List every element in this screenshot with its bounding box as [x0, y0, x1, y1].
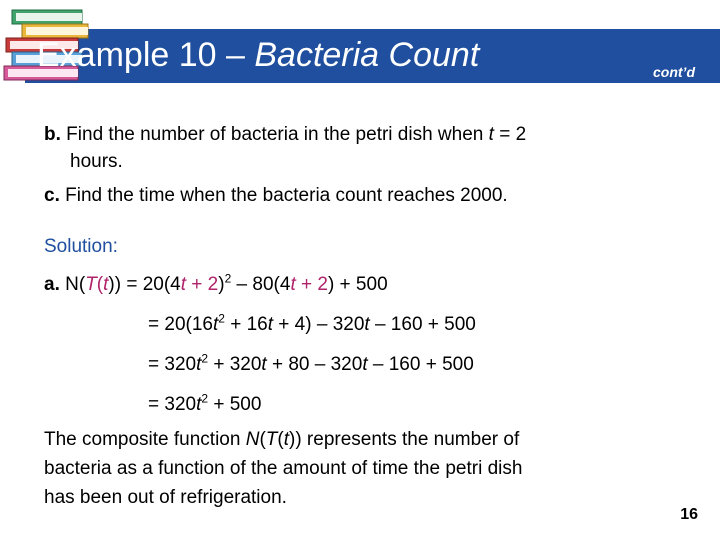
expr-seg: t — [103, 274, 109, 295]
part-c-text: Find the time when the bacteria count reaches 2000. — [59, 185, 508, 206]
expr-seg: )) = 20(4 — [108, 274, 181, 295]
expr-seg: t — [180, 274, 187, 295]
solution-line-4 — [148, 391, 261, 418]
text-seg: )) represents the number of — [289, 429, 520, 450]
exponent: 2 — [201, 351, 209, 366]
solution-heading: Solution: — [44, 236, 118, 257]
expr-seg: ) — [218, 274, 225, 295]
part-b-label: b. — [44, 124, 61, 145]
part-b-text: Find the number of bacteria in the petri dish when — [60, 124, 489, 145]
text-seg: T — [265, 429, 278, 450]
expr-seg: ) + 500 — [327, 274, 388, 295]
expr-seg: – 160 + 500 — [369, 314, 476, 335]
text-seg: t — [283, 429, 289, 450]
expr-seg: + 500 — [208, 394, 262, 415]
part-b — [44, 121, 526, 148]
exponent: 2 — [224, 271, 232, 286]
part-c — [44, 182, 508, 209]
text-seg: ( — [277, 429, 284, 450]
conclusion-line-2: bacteria as a function of the amount of time the petri dish — [44, 458, 523, 479]
conclusion-line-3: has been out of refrigeration. — [44, 487, 287, 508]
expr-seg: + 2 — [186, 274, 219, 295]
part-c-label: c. — [44, 185, 60, 206]
solution-line-2 — [148, 311, 476, 338]
expr-seg: t — [364, 314, 370, 335]
expr-seg: = 320 — [148, 394, 197, 415]
continued-label: cont’d — [653, 64, 695, 80]
expr-seg: t — [196, 394, 202, 415]
expr-seg: = 320 — [148, 354, 197, 375]
part-b-cont: hours. — [70, 151, 123, 172]
exponent: 2 — [218, 311, 225, 326]
expr-seg: + 16 — [224, 314, 268, 335]
page-number: 16 — [680, 506, 698, 523]
exponent: 2 — [201, 391, 209, 406]
conclusion-line-1 — [44, 426, 519, 453]
expr-seg: t — [261, 354, 267, 375]
part-b-text2: = 2 — [493, 124, 527, 145]
expr-seg: t — [196, 354, 202, 375]
solution-line-3 — [148, 351, 474, 378]
expr-seg: t — [290, 274, 296, 295]
part-a-label: a. — [44, 274, 60, 295]
slide-title — [37, 33, 479, 77]
expr-seg: T — [85, 274, 97, 295]
solution-line-1 — [44, 271, 388, 298]
title-plain: Example 10 – — [37, 36, 255, 74]
part-b-var: t — [488, 124, 494, 145]
expr-seg: t — [362, 354, 368, 375]
expr-seg: + 2 — [295, 274, 328, 295]
expr-seg: – 160 + 500 — [367, 354, 474, 375]
expr-seg: = 20(16 — [148, 314, 213, 335]
expr-seg: t — [267, 314, 274, 335]
expr-seg: ( — [96, 274, 104, 295]
text-seg: The composite function — [44, 429, 246, 450]
expr-seg: N( — [59, 274, 86, 295]
text-seg: N — [245, 429, 260, 450]
expr-seg: – 80(4 — [231, 274, 291, 295]
text-seg: ( — [259, 429, 266, 450]
expr-seg: + 4) – 320 — [273, 314, 365, 335]
expr-seg: t — [212, 314, 219, 335]
title-italic: Bacteria Count — [254, 36, 480, 74]
expr-seg: + 80 – 320 — [266, 354, 363, 375]
expr-seg: + 320 — [208, 354, 262, 375]
